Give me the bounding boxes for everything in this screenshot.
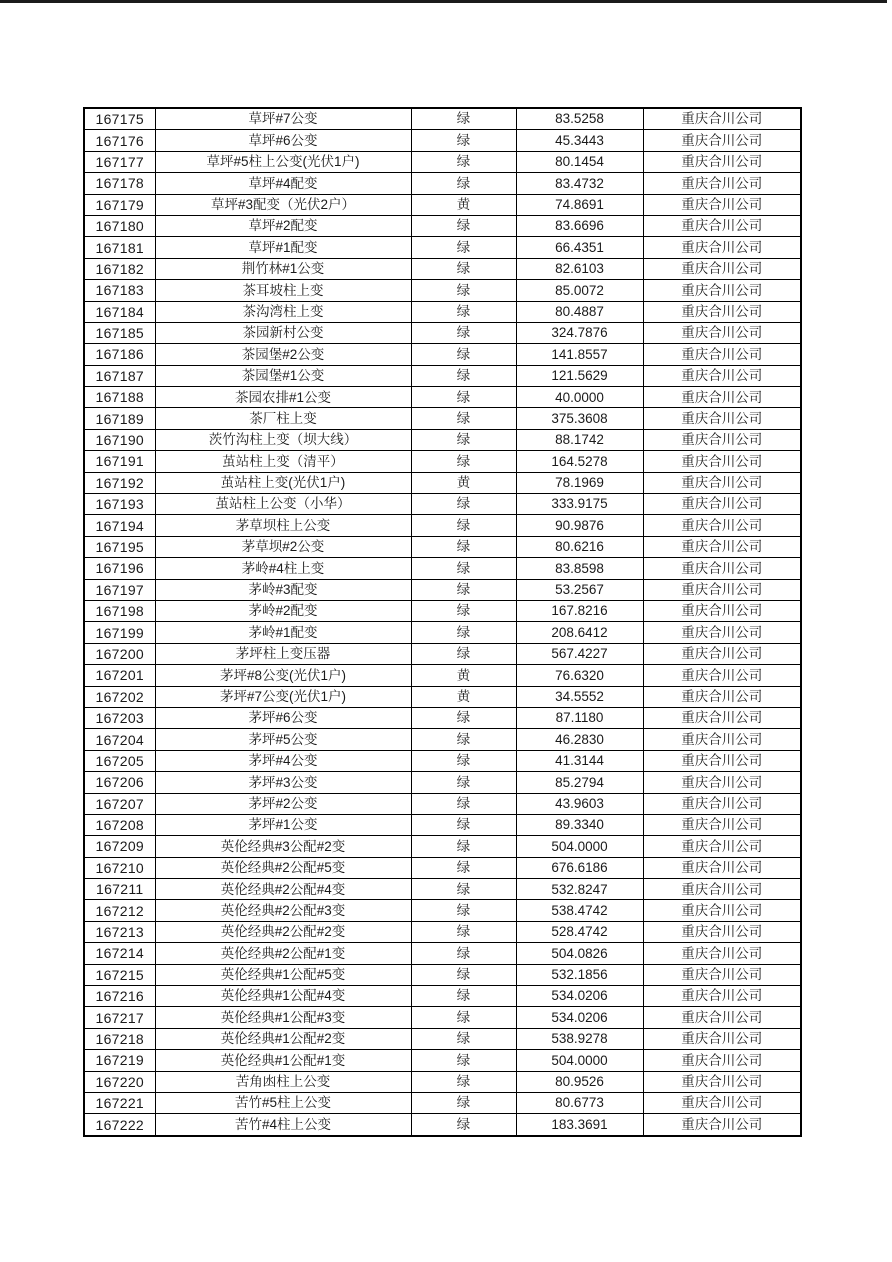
table-row — [84, 986, 801, 1007]
cell-status-color: 绿 — [411, 237, 516, 258]
cell-status-color: 绿 — [411, 365, 516, 386]
cell-name: 茧站柱上公变（小华） — [155, 494, 411, 515]
table-row — [84, 451, 801, 472]
cell-company: 重庆合川公司 — [643, 921, 801, 942]
cell-id: 167214 — [84, 943, 155, 964]
cell-value: 532.1856 — [516, 964, 643, 985]
cell-status-color: 绿 — [411, 515, 516, 536]
table-row — [84, 793, 801, 814]
cell-name: 苦角凼柱上公变 — [155, 1071, 411, 1092]
cell-status-color: 绿 — [411, 429, 516, 450]
cell-status-color: 绿 — [411, 558, 516, 579]
cell-name: 苦竹#4柱上公变 — [155, 1114, 411, 1136]
cell-value: 40.0000 — [516, 387, 643, 408]
cell-status-color: 绿 — [411, 879, 516, 900]
table-row — [84, 1092, 801, 1113]
cell-id: 167185 — [84, 322, 155, 343]
cell-value: 85.0072 — [516, 280, 643, 301]
cell-value: 80.9526 — [516, 1071, 643, 1092]
cell-company: 重庆合川公司 — [643, 108, 801, 130]
cell-value: 76.6320 — [516, 665, 643, 686]
cell-id: 167221 — [84, 1092, 155, 1113]
table-row — [84, 1050, 801, 1071]
cell-status-color: 绿 — [411, 793, 516, 814]
cell-value: 183.3691 — [516, 1114, 643, 1136]
cell-company: 重庆合川公司 — [643, 536, 801, 557]
cell-value: 43.9603 — [516, 793, 643, 814]
cell-name: 茅坪#2公变 — [155, 793, 411, 814]
cell-name: 茅岭#3配变 — [155, 579, 411, 600]
table-row — [84, 494, 801, 515]
cell-id: 167200 — [84, 643, 155, 664]
cell-status-color: 绿 — [411, 344, 516, 365]
cell-company: 重庆合川公司 — [643, 729, 801, 750]
table-row — [84, 130, 801, 151]
cell-company: 重庆合川公司 — [643, 515, 801, 536]
cell-value: 34.5552 — [516, 686, 643, 707]
cell-company: 重庆合川公司 — [643, 280, 801, 301]
cell-id: 167199 — [84, 622, 155, 643]
cell-name: 荆竹林#1公变 — [155, 258, 411, 279]
cell-status-color: 黄 — [411, 686, 516, 707]
cell-name: 茧站柱上变（清平） — [155, 451, 411, 472]
table-row — [84, 173, 801, 194]
cell-company: 重庆合川公司 — [643, 814, 801, 835]
cell-company: 重庆合川公司 — [643, 836, 801, 857]
cell-id: 167192 — [84, 472, 155, 493]
cell-name: 茶耳坡柱上变 — [155, 280, 411, 301]
cell-value: 88.1742 — [516, 429, 643, 450]
cell-name: 茶厂柱上变 — [155, 408, 411, 429]
table-row — [84, 1114, 801, 1136]
cell-status-color: 绿 — [411, 258, 516, 279]
cell-company: 重庆合川公司 — [643, 579, 801, 600]
cell-value: 141.8557 — [516, 344, 643, 365]
cell-value: 504.0826 — [516, 943, 643, 964]
cell-value: 333.9175 — [516, 494, 643, 515]
cell-id: 167217 — [84, 1007, 155, 1028]
cell-name: 英伦经典#1公配#1变 — [155, 1050, 411, 1071]
cell-status-color: 绿 — [411, 772, 516, 793]
table-row — [84, 943, 801, 964]
cell-status-color: 绿 — [411, 1050, 516, 1071]
table-body — [84, 108, 801, 1136]
cell-id: 167180 — [84, 215, 155, 236]
cell-value: 46.2830 — [516, 729, 643, 750]
cell-value: 538.9278 — [516, 1028, 643, 1049]
cell-company: 重庆合川公司 — [643, 750, 801, 771]
cell-status-color: 绿 — [411, 986, 516, 1007]
cell-value: 538.4742 — [516, 900, 643, 921]
cell-value: 87.1180 — [516, 707, 643, 728]
cell-company: 重庆合川公司 — [643, 558, 801, 579]
cell-name: 英伦经典#2公配#2变 — [155, 921, 411, 942]
table-row — [84, 643, 801, 664]
cell-company: 重庆合川公司 — [643, 151, 801, 172]
cell-id: 167189 — [84, 408, 155, 429]
cell-id: 167184 — [84, 301, 155, 322]
cell-value: 80.6773 — [516, 1092, 643, 1113]
cell-id: 167206 — [84, 772, 155, 793]
cell-company: 重庆合川公司 — [643, 793, 801, 814]
table-row — [84, 365, 801, 386]
cell-name: 草坪#4配变 — [155, 173, 411, 194]
cell-name: 茅坪#1公变 — [155, 814, 411, 835]
table-row — [84, 215, 801, 236]
cell-status-color: 绿 — [411, 1007, 516, 1028]
cell-id: 167183 — [84, 280, 155, 301]
cell-id: 167211 — [84, 879, 155, 900]
cell-name: 苦竹#5柱上公变 — [155, 1092, 411, 1113]
cell-id: 167220 — [84, 1071, 155, 1092]
table-row — [84, 750, 801, 771]
cell-value: 83.8598 — [516, 558, 643, 579]
cell-id: 167204 — [84, 729, 155, 750]
cell-company: 重庆合川公司 — [643, 301, 801, 322]
cell-id: 167201 — [84, 665, 155, 686]
cell-company: 重庆合川公司 — [643, 472, 801, 493]
cell-company: 重庆合川公司 — [643, 258, 801, 279]
cell-value: 208.6412 — [516, 622, 643, 643]
cell-value: 85.2794 — [516, 772, 643, 793]
table-row — [84, 536, 801, 557]
cell-company: 重庆合川公司 — [643, 237, 801, 258]
cell-name: 茅坪柱上变压器 — [155, 643, 411, 664]
table-row — [84, 151, 801, 172]
cell-name: 茶沟湾柱上变 — [155, 301, 411, 322]
cell-value: 66.4351 — [516, 237, 643, 258]
cell-name: 草坪#2配变 — [155, 215, 411, 236]
cell-status-color: 绿 — [411, 921, 516, 942]
table-row — [84, 622, 801, 643]
cell-value: 528.4742 — [516, 921, 643, 942]
table-row — [84, 280, 801, 301]
cell-id: 167187 — [84, 365, 155, 386]
cell-value: 83.5258 — [516, 108, 643, 130]
table-row — [84, 472, 801, 493]
cell-value: 534.0206 — [516, 986, 643, 1007]
cell-company: 重庆合川公司 — [643, 1114, 801, 1136]
cell-status-color: 绿 — [411, 622, 516, 643]
cell-company: 重庆合川公司 — [643, 643, 801, 664]
table-row — [84, 258, 801, 279]
cell-id: 167177 — [84, 151, 155, 172]
cell-company: 重庆合川公司 — [643, 964, 801, 985]
table-row — [84, 665, 801, 686]
cell-name: 英伦经典#2公配#3变 — [155, 900, 411, 921]
cell-value: 504.0000 — [516, 836, 643, 857]
cell-name: 茅草坝#2公变 — [155, 536, 411, 557]
table-row — [84, 1007, 801, 1028]
table-row — [84, 301, 801, 322]
cell-name: 茶园新村公变 — [155, 322, 411, 343]
cell-value: 41.3144 — [516, 750, 643, 771]
cell-status-color: 绿 — [411, 1114, 516, 1136]
cell-company: 重庆合川公司 — [643, 1071, 801, 1092]
cell-status-color: 绿 — [411, 280, 516, 301]
table-row — [84, 322, 801, 343]
cell-status-color: 绿 — [411, 408, 516, 429]
cell-status-color: 绿 — [411, 750, 516, 771]
table-row — [84, 879, 801, 900]
cell-id: 167207 — [84, 793, 155, 814]
cell-name: 茅岭#2配变 — [155, 600, 411, 621]
cell-status-color: 黄 — [411, 194, 516, 215]
table-row — [84, 772, 801, 793]
cell-company: 重庆合川公司 — [643, 215, 801, 236]
cell-name: 草坪#1配变 — [155, 237, 411, 258]
cell-company: 重庆合川公司 — [643, 408, 801, 429]
cell-status-color: 绿 — [411, 900, 516, 921]
table-row — [84, 814, 801, 835]
cell-name: 茶园堡#2公变 — [155, 344, 411, 365]
cell-name: 茨竹沟柱上变（坝大线） — [155, 429, 411, 450]
cell-value: 375.3608 — [516, 408, 643, 429]
cell-id: 167179 — [84, 194, 155, 215]
cell-company: 重庆合川公司 — [643, 1028, 801, 1049]
cell-company: 重庆合川公司 — [643, 1050, 801, 1071]
cell-value: 82.6103 — [516, 258, 643, 279]
cell-id: 167218 — [84, 1028, 155, 1049]
cell-id: 167208 — [84, 814, 155, 835]
table-row — [84, 108, 801, 130]
table-row — [84, 1071, 801, 1092]
cell-id: 167195 — [84, 536, 155, 557]
cell-company: 重庆合川公司 — [643, 387, 801, 408]
cell-status-color: 绿 — [411, 494, 516, 515]
cell-company: 重庆合川公司 — [643, 879, 801, 900]
cell-status-color: 绿 — [411, 836, 516, 857]
table-row — [84, 836, 801, 857]
cell-company: 重庆合川公司 — [643, 1092, 801, 1113]
cell-id: 167178 — [84, 173, 155, 194]
table-row — [84, 964, 801, 985]
cell-status-color: 绿 — [411, 1092, 516, 1113]
cell-name: 茅坪#8公变(光伏1户) — [155, 665, 411, 686]
cell-id: 167210 — [84, 857, 155, 878]
cell-status-color: 绿 — [411, 387, 516, 408]
page-top-border — [0, 0, 887, 3]
cell-id: 167203 — [84, 707, 155, 728]
cell-value: 90.9876 — [516, 515, 643, 536]
cell-id: 167205 — [84, 750, 155, 771]
cell-value: 89.3340 — [516, 814, 643, 835]
cell-company: 重庆合川公司 — [643, 900, 801, 921]
cell-company: 重庆合川公司 — [643, 365, 801, 386]
table-row — [84, 857, 801, 878]
cell-value: 80.1454 — [516, 151, 643, 172]
cell-id: 167191 — [84, 451, 155, 472]
cell-status-color: 绿 — [411, 964, 516, 985]
cell-id: 167196 — [84, 558, 155, 579]
table-row — [84, 237, 801, 258]
transformer-table — [83, 107, 802, 1137]
table-row — [84, 579, 801, 600]
cell-name: 英伦经典#3公配#2变 — [155, 836, 411, 857]
cell-company: 重庆合川公司 — [643, 600, 801, 621]
cell-status-color: 绿 — [411, 579, 516, 600]
cell-status-color: 绿 — [411, 108, 516, 130]
cell-status-color: 绿 — [411, 151, 516, 172]
cell-name: 茅岭#1配变 — [155, 622, 411, 643]
cell-id: 167190 — [84, 429, 155, 450]
cell-status-color: 绿 — [411, 322, 516, 343]
cell-company: 重庆合川公司 — [643, 344, 801, 365]
cell-id: 167188 — [84, 387, 155, 408]
cell-company: 重庆合川公司 — [643, 173, 801, 194]
cell-id: 167193 — [84, 494, 155, 515]
cell-company: 重庆合川公司 — [643, 857, 801, 878]
table-row — [84, 558, 801, 579]
cell-status-color: 绿 — [411, 130, 516, 151]
cell-status-color: 黄 — [411, 472, 516, 493]
cell-id: 167222 — [84, 1114, 155, 1136]
cell-id: 167219 — [84, 1050, 155, 1071]
cell-status-color: 绿 — [411, 600, 516, 621]
cell-name: 茅草坝柱上公变 — [155, 515, 411, 536]
cell-company: 重庆合川公司 — [643, 686, 801, 707]
cell-value: 74.8691 — [516, 194, 643, 215]
cell-status-color: 绿 — [411, 729, 516, 750]
cell-name: 茅坪#3公变 — [155, 772, 411, 793]
cell-name: 英伦经典#1公配#4变 — [155, 986, 411, 1007]
cell-id: 167212 — [84, 900, 155, 921]
cell-id: 167181 — [84, 237, 155, 258]
cell-company: 重庆合川公司 — [643, 772, 801, 793]
table-row — [84, 900, 801, 921]
cell-name: 茅岭#4柱上变 — [155, 558, 411, 579]
cell-status-color: 绿 — [411, 943, 516, 964]
cell-name: 草坪#7公变 — [155, 108, 411, 130]
cell-status-color: 黄 — [411, 665, 516, 686]
cell-company: 重庆合川公司 — [643, 130, 801, 151]
cell-status-color: 绿 — [411, 1071, 516, 1092]
cell-name: 英伦经典#1公配#3变 — [155, 1007, 411, 1028]
cell-value: 80.4887 — [516, 301, 643, 322]
cell-name: 茶园农排#1公变 — [155, 387, 411, 408]
cell-status-color: 绿 — [411, 451, 516, 472]
cell-value: 504.0000 — [516, 1050, 643, 1071]
cell-id: 167215 — [84, 964, 155, 985]
cell-value: 83.4732 — [516, 173, 643, 194]
cell-name: 草坪#3配变（光伏2户） — [155, 194, 411, 215]
cell-value: 80.6216 — [516, 536, 643, 557]
cell-name: 草坪#6公变 — [155, 130, 411, 151]
cell-value: 53.2567 — [516, 579, 643, 600]
table-row — [84, 729, 801, 750]
table-row — [84, 1028, 801, 1049]
cell-name: 英伦经典#2公配#4变 — [155, 879, 411, 900]
cell-value: 164.5278 — [516, 451, 643, 472]
cell-status-color: 绿 — [411, 536, 516, 557]
cell-status-color: 绿 — [411, 643, 516, 664]
table-row — [84, 194, 801, 215]
cell-name: 茶园堡#1公变 — [155, 365, 411, 386]
cell-company: 重庆合川公司 — [643, 322, 801, 343]
cell-name: 茅坪#6公变 — [155, 707, 411, 728]
cell-status-color: 绿 — [411, 707, 516, 728]
cell-value: 567.4227 — [516, 643, 643, 664]
cell-company: 重庆合川公司 — [643, 1007, 801, 1028]
cell-id: 167175 — [84, 108, 155, 130]
cell-name: 茅坪#4公变 — [155, 750, 411, 771]
table-row — [84, 686, 801, 707]
table-row — [84, 600, 801, 621]
cell-id: 167209 — [84, 836, 155, 857]
cell-name: 英伦经典#1公配#5变 — [155, 964, 411, 985]
table-row — [84, 921, 801, 942]
cell-name: 茅坪#7公变(光伏1户) — [155, 686, 411, 707]
cell-id: 167202 — [84, 686, 155, 707]
cell-status-color: 绿 — [411, 173, 516, 194]
cell-id: 167176 — [84, 130, 155, 151]
cell-value: 532.8247 — [516, 879, 643, 900]
cell-status-color: 绿 — [411, 301, 516, 322]
cell-id: 167186 — [84, 344, 155, 365]
cell-company: 重庆合川公司 — [643, 194, 801, 215]
cell-company: 重庆合川公司 — [643, 429, 801, 450]
cell-company: 重庆合川公司 — [643, 451, 801, 472]
table-row — [84, 408, 801, 429]
cell-id: 167213 — [84, 921, 155, 942]
cell-name: 草坪#5柱上公变(光伏1户) — [155, 151, 411, 172]
cell-id: 167182 — [84, 258, 155, 279]
table-row — [84, 344, 801, 365]
table-row — [84, 515, 801, 536]
cell-name: 英伦经典#1公配#2变 — [155, 1028, 411, 1049]
cell-name: 英伦经典#2公配#1变 — [155, 943, 411, 964]
cell-status-color: 绿 — [411, 1028, 516, 1049]
cell-name: 英伦经典#2公配#5变 — [155, 857, 411, 878]
cell-id: 167197 — [84, 579, 155, 600]
cell-name: 茅坪#5公变 — [155, 729, 411, 750]
cell-value: 167.8216 — [516, 600, 643, 621]
cell-value: 83.6696 — [516, 215, 643, 236]
cell-id: 167216 — [84, 986, 155, 1007]
cell-company: 重庆合川公司 — [643, 622, 801, 643]
cell-id: 167194 — [84, 515, 155, 536]
cell-status-color: 绿 — [411, 215, 516, 236]
cell-value: 324.7876 — [516, 322, 643, 343]
table-row — [84, 707, 801, 728]
cell-value: 676.6186 — [516, 857, 643, 878]
cell-company: 重庆合川公司 — [643, 494, 801, 515]
table-row — [84, 387, 801, 408]
cell-company: 重庆合川公司 — [643, 986, 801, 1007]
cell-value: 78.1969 — [516, 472, 643, 493]
cell-value: 45.3443 — [516, 130, 643, 151]
table-row — [84, 429, 801, 450]
cell-value: 534.0206 — [516, 1007, 643, 1028]
cell-status-color: 绿 — [411, 814, 516, 835]
cell-name: 茧站柱上变(光伏1户) — [155, 472, 411, 493]
cell-id: 167198 — [84, 600, 155, 621]
cell-company: 重庆合川公司 — [643, 665, 801, 686]
cell-status-color: 绿 — [411, 857, 516, 878]
cell-company: 重庆合川公司 — [643, 943, 801, 964]
cell-company: 重庆合川公司 — [643, 707, 801, 728]
cell-value: 121.5629 — [516, 365, 643, 386]
